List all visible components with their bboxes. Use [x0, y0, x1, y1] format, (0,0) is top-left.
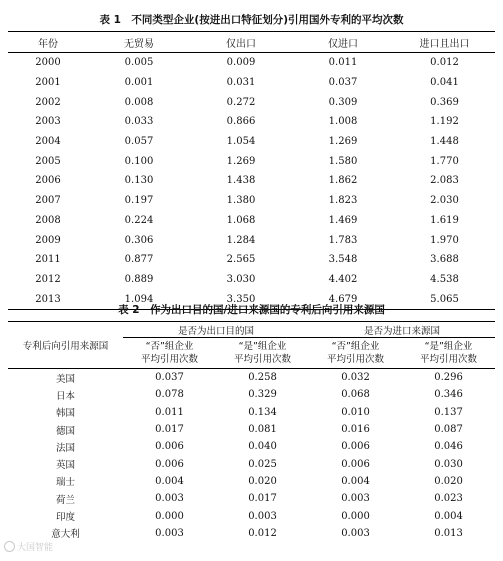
value-cell: 2.030: [430, 195, 459, 207]
value-cell: 0.017: [248, 493, 277, 505]
value-cell: 0.010: [341, 406, 370, 418]
country-cell: 韩国: [55, 408, 75, 420]
country-cell: 德国: [55, 425, 75, 437]
sub-header-export-yes: [216, 338, 309, 369]
col-header-year: 年份: [8, 32, 88, 53]
sub-header-label: 平均引用次数: [327, 354, 385, 365]
value-cell: 0.003: [248, 510, 277, 522]
value-cell: 2.083: [430, 175, 459, 187]
table2: [8, 321, 495, 542]
value-cell: 3.688: [430, 254, 459, 266]
value-cell: 0.004: [341, 475, 370, 487]
group-header-export-destination: 是否为出口目的国: [123, 322, 309, 338]
year-cell: 2009: [35, 234, 61, 246]
value-cell: 0.197: [124, 195, 154, 207]
table-row: [8, 404, 495, 421]
value-cell: 1.380: [226, 195, 256, 207]
table-row: [8, 73, 495, 93]
value-cell: 4.679: [292, 289, 394, 309]
year-cell: 2000: [35, 57, 61, 69]
value-cell: 3.350: [190, 289, 292, 309]
year-cell: 2003: [35, 116, 61, 128]
value-cell: 1.192: [430, 116, 459, 128]
value-cell: 0.041: [430, 77, 459, 89]
value-cell: 0.866: [226, 116, 256, 128]
table-row: [8, 369, 495, 387]
value-cell: 0.889: [124, 273, 154, 285]
value-cell: 3.548: [328, 254, 358, 266]
value-cell: 0.003: [155, 493, 184, 505]
value-cell: 0.006: [341, 441, 370, 453]
value-cell: 0.033: [124, 116, 154, 128]
value-cell: 0.003: [341, 493, 370, 505]
country-cell: 意大利: [51, 529, 80, 541]
value-cell: 0.224: [124, 214, 154, 226]
country-cell: 法国: [55, 442, 75, 454]
value-cell: 4.538: [430, 273, 459, 285]
year-cell: 2005: [35, 155, 61, 167]
col-header-export-only: 仅出口: [190, 32, 292, 53]
value-cell: 3.030: [226, 273, 256, 285]
value-cell: 0.020: [248, 475, 277, 487]
value-cell: 0.309: [328, 96, 358, 108]
value-cell: 0.031: [226, 77, 256, 89]
year-cell: 2006: [35, 175, 61, 187]
value-cell: 0.068: [341, 389, 370, 401]
value-cell: 0.025: [248, 458, 277, 470]
sub-header-import-no: [309, 338, 402, 369]
value-cell: 0.258: [248, 372, 277, 384]
value-cell: 0.011: [155, 406, 184, 418]
value-cell: 1.770: [430, 155, 459, 167]
table-row: [8, 421, 495, 438]
table-row: [8, 455, 495, 472]
value-cell: 1.269: [328, 136, 358, 148]
sub-header-label: “是”组企业: [238, 341, 287, 352]
value-cell: 0.012: [248, 527, 277, 539]
table1-header-row: [8, 32, 495, 53]
value-cell: 0.004: [434, 510, 463, 522]
table-row: [8, 250, 495, 270]
value-cell: 0.023: [434, 493, 463, 505]
watermark: [4, 540, 53, 553]
year-cell: 2001: [35, 77, 61, 89]
value-cell: 0.877: [124, 254, 154, 266]
value-cell: 0.004: [155, 475, 184, 487]
value-cell: 4.402: [328, 273, 358, 285]
table-row: [8, 112, 495, 132]
value-cell: 0.046: [434, 441, 463, 453]
value-cell: 0.006: [341, 458, 370, 470]
value-cell: 0.032: [341, 372, 370, 384]
table-row: [8, 132, 495, 152]
value-cell: 1.054: [226, 136, 256, 148]
value-cell: 1.438: [226, 175, 256, 187]
country-cell: 印度: [55, 512, 75, 524]
table-row: [8, 386, 495, 403]
year-cell: 2002: [35, 96, 61, 108]
group-header-import-source: 是否为进口来源国: [309, 322, 495, 338]
table-row: [8, 438, 495, 455]
value-cell: 1.469: [328, 214, 358, 226]
table-row: [8, 191, 495, 211]
value-cell: 0.017: [155, 424, 184, 436]
value-cell: 1.970: [430, 234, 459, 246]
value-cell: 0.272: [226, 96, 256, 108]
value-cell: 1.008: [328, 116, 358, 128]
year-cell: 2012: [35, 273, 61, 285]
value-cell: 0.011: [328, 57, 358, 69]
value-cell: 1.094: [88, 289, 190, 309]
table-row: [8, 525, 495, 542]
sub-header-label: “否”组企业: [145, 341, 194, 352]
sub-header-label: “是”组企业: [424, 341, 473, 352]
country-cell: 美国: [55, 373, 75, 385]
value-cell: 1.619: [430, 214, 459, 226]
value-cell: 1.269: [226, 155, 256, 167]
value-cell: 1.783: [328, 234, 358, 246]
value-cell: 0.306: [124, 234, 154, 246]
value-cell: 5.065: [394, 289, 495, 309]
year-cell: 2013: [8, 289, 88, 309]
sub-header-import-yes: [402, 338, 495, 369]
value-cell: 2.565: [226, 254, 256, 266]
value-cell: 0.003: [341, 527, 370, 539]
table1: [8, 31, 495, 310]
value-cell: 1.823: [328, 195, 358, 207]
value-cell: 0.016: [341, 424, 370, 436]
value-cell: 0.100: [124, 155, 154, 167]
value-cell: 0.040: [248, 441, 277, 453]
value-cell: 0.006: [155, 458, 184, 470]
value-cell: 0.037: [155, 372, 184, 384]
value-cell: 0.346: [434, 389, 463, 401]
value-cell: 0.134: [248, 406, 277, 418]
value-cell: 0.078: [155, 389, 184, 401]
value-cell: 0.013: [434, 527, 463, 539]
year-cell: 2011: [35, 254, 61, 266]
country-cell: 英国: [55, 460, 75, 472]
year-cell: 2008: [35, 214, 61, 226]
table-row: [8, 507, 495, 524]
table-row: [8, 230, 495, 250]
country-cell: 瑞士: [55, 477, 75, 489]
value-cell: 0.369: [430, 96, 459, 108]
country-cell: 日本: [55, 390, 75, 402]
table2-group-header-row: [8, 322, 495, 338]
country-cell: 荷兰: [55, 494, 75, 506]
value-cell: 0.057: [124, 136, 154, 148]
sub-header-export-no: [123, 338, 216, 369]
value-cell: 0.081: [248, 424, 277, 436]
value-cell: 1.862: [328, 175, 358, 187]
value-cell: 0.329: [248, 389, 277, 401]
sub-header-label: 平均引用次数: [234, 354, 292, 365]
year-cell: 2004: [35, 136, 61, 148]
table-row: [8, 490, 495, 507]
value-cell: 0.020: [434, 475, 463, 487]
col-header-import-and-export: 进口且出口: [394, 32, 495, 53]
value-cell: 0.137: [434, 406, 463, 418]
value-cell: 0.296: [434, 372, 463, 384]
value-cell: 0.030: [434, 458, 463, 470]
table-row: [8, 473, 495, 490]
col-header-no-trade: 无贸易: [88, 32, 190, 53]
sub-header-label: 平均引用次数: [140, 354, 198, 365]
table2-caption: 表 2 作为出口目的国/进口来源国的专利后向引用来源国: [118, 304, 385, 316]
table-row: [8, 270, 495, 290]
table-row: [8, 211, 495, 231]
value-cell: 0.037: [328, 77, 358, 89]
row-header-citation-source: 专利后向引用来源国: [8, 322, 123, 369]
value-cell: 0.008: [124, 96, 154, 108]
value-cell: 0.000: [155, 510, 184, 522]
watermark-text: 大国智能: [17, 543, 54, 553]
value-cell: 0.006: [155, 441, 184, 453]
value-cell: 1.284: [226, 234, 256, 246]
value-cell: 0.005: [124, 57, 154, 69]
col-header-import-only: 仅进口: [292, 32, 394, 53]
year-cell: 2007: [35, 195, 61, 207]
table-row: [8, 92, 495, 112]
value-cell: 0.130: [124, 175, 154, 187]
value-cell: 1.068: [226, 214, 256, 226]
value-cell: 0.001: [124, 77, 154, 89]
value-cell: 0.009: [226, 57, 256, 69]
value-cell: 1.448: [430, 136, 459, 148]
value-cell: 0.087: [434, 424, 463, 436]
table-row: [8, 53, 495, 73]
value-cell: 0.000: [341, 510, 370, 522]
watermark-logo-icon: [4, 541, 15, 552]
sub-header-label: 平均引用次数: [420, 354, 478, 365]
sub-header-label: “否”组企业: [331, 341, 380, 352]
value-cell: 0.003: [155, 527, 184, 539]
value-cell: 0.012: [430, 57, 459, 69]
value-cell: 1.580: [328, 155, 358, 167]
table1-caption: 表 1 不同类型企业(按进出口特征划分)引用国外专利的平均次数: [99, 14, 404, 26]
table-row: [8, 171, 495, 191]
table-row: [8, 151, 495, 171]
